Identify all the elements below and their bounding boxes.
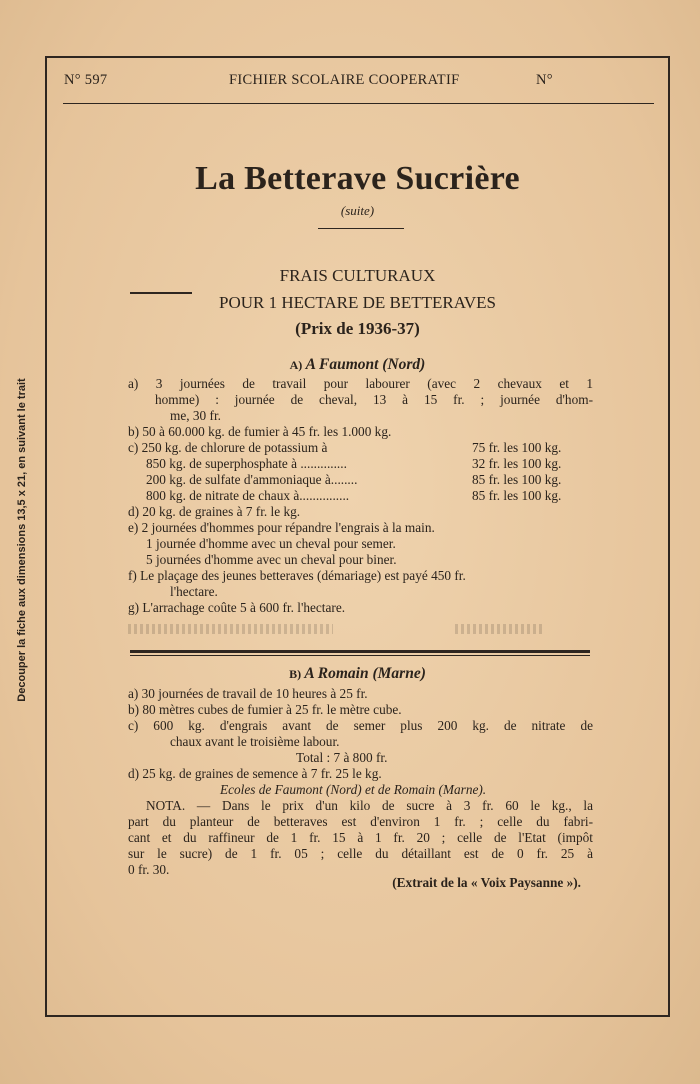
section-b-heading bbox=[45, 665, 670, 683]
item-c-row1-price: 75 fr. les 100 kg. bbox=[472, 440, 562, 455]
item-c-row4-label: 800 kg. de nitrate de chaux à............... bbox=[146, 488, 350, 503]
note-line1: NOTA. — Dans le prix d'un kilo de sucre à 3 fr. 60 le kg., la bbox=[146, 798, 593, 813]
romain-item-d: d) 25 kg. de graines de semence à 7 fr. 25 le kg. bbox=[128, 766, 382, 781]
item-c-row3-label: 200 kg. de sulfate d'ammoniaque à........ bbox=[146, 472, 358, 487]
item-e-line1: e) 2 journées d'hommes pour répandre l'engrais à la main. bbox=[128, 520, 435, 535]
item-c-row2-price: 32 fr. les 100 kg. bbox=[472, 456, 562, 471]
heading-line1: FRAIS CULTURAUX bbox=[279, 266, 436, 285]
cutting-instruction: Decouper la fiche aux dimensions 13,5 x 21, en suivant le trait bbox=[16, 378, 28, 702]
item-a-line1: a) 3 journées de travail pour labourer (avec 2 chevaux et 1 bbox=[128, 376, 593, 391]
section-separator bbox=[130, 650, 590, 653]
item-f-line1: f) Le plaçage des jeunes betteraves (démariage) est payé 450 fr. bbox=[128, 568, 466, 583]
item-d: d) 20 kg. de graines à 7 fr. le kg. bbox=[128, 504, 301, 519]
header-title: FICHIER SCOLAIRE COOPERATIF bbox=[229, 72, 460, 88]
section-a-letter: A) bbox=[289, 358, 303, 372]
note-line2: part du planteur de betteraves est d'environ 1 fr. ; celle du fabri- bbox=[128, 814, 593, 829]
section-b-letter: B) bbox=[289, 667, 302, 681]
item-c-row1-label: c) 250 kg. de chlorure de potassium à bbox=[128, 440, 328, 455]
heading-line2: POUR 1 HECTARE DE BETTERAVES bbox=[219, 293, 496, 312]
item-a-line2: homme) : journée de cheval, 13 à 15 fr. ; journée d'hom- bbox=[155, 392, 593, 407]
item-g: g) L'arrachage coûte 5 à 600 fr. l'hectare. bbox=[128, 600, 346, 615]
source-credit: (Extrait de la « Voix Paysanne »). bbox=[392, 875, 581, 890]
note-line4: sur le sucre) de 1 fr. 05 ; celle du détaillant est de 0 fr. 25 à bbox=[128, 846, 593, 861]
section-a-heading bbox=[45, 356, 670, 374]
romain-item-c-line2: chaux avant le troisième labour. bbox=[170, 734, 340, 749]
note-line3: cant et du raffineur de 1 fr. 15 à 1 fr. 20 ; celle de l'Etat (impôt bbox=[128, 830, 593, 845]
romain-item-c-line1: c) 600 kg. d'engrais avant de semer plus 200 kg. de nitrate de bbox=[128, 718, 593, 733]
romain-item-b: b) 80 mètres cubes de fumier à 25 fr. le mètre cube. bbox=[128, 702, 402, 717]
heading-line3: (Prix de 1936-37) bbox=[295, 319, 420, 338]
item-c-row4-price: 85 fr. les 100 kg. bbox=[472, 488, 562, 503]
item-f-line2: l'hectare. bbox=[170, 584, 218, 599]
note-line5: 0 fr. 30. bbox=[128, 862, 170, 877]
faded-print-mark bbox=[128, 624, 333, 634]
page-title: La Betterave Sucrière bbox=[195, 160, 520, 197]
title-rule bbox=[318, 228, 404, 229]
item-e-line3: 5 journées d'homme avec un cheval pour biner. bbox=[146, 552, 397, 567]
section-b-title: A Romain (Marne) bbox=[304, 665, 426, 682]
section-separator-thin bbox=[130, 655, 590, 656]
card-number: N° 597 bbox=[64, 72, 108, 88]
schools-credit: Ecoles de Faumont (Nord) et de Romain (Marne). bbox=[220, 782, 487, 797]
romain-item-a: a) 30 journées de travail de 10 heures à 25 fr. bbox=[128, 686, 368, 701]
header-number-label: N° bbox=[536, 72, 553, 88]
romain-total: Total : 7 à 800 fr. bbox=[296, 750, 388, 765]
section-a-title: A Faumont (Nord) bbox=[305, 356, 426, 373]
item-a-line3: me, 30 fr. bbox=[170, 408, 221, 423]
item-c-row2-label: 850 kg. de superphosphate à .............. bbox=[146, 456, 347, 471]
header-rule bbox=[63, 103, 654, 104]
item-c-row3-price: 85 fr. les 100 kg. bbox=[472, 472, 562, 487]
item-e-line2: 1 journée d'homme avec un cheval pour semer. bbox=[146, 536, 396, 551]
faded-print-mark bbox=[455, 624, 545, 634]
item-b: b) 50 à 60.000 kg. de fumier à 45 fr. les 1.000 kg. bbox=[128, 424, 392, 439]
page-subtitle: (suite) bbox=[340, 203, 375, 218]
